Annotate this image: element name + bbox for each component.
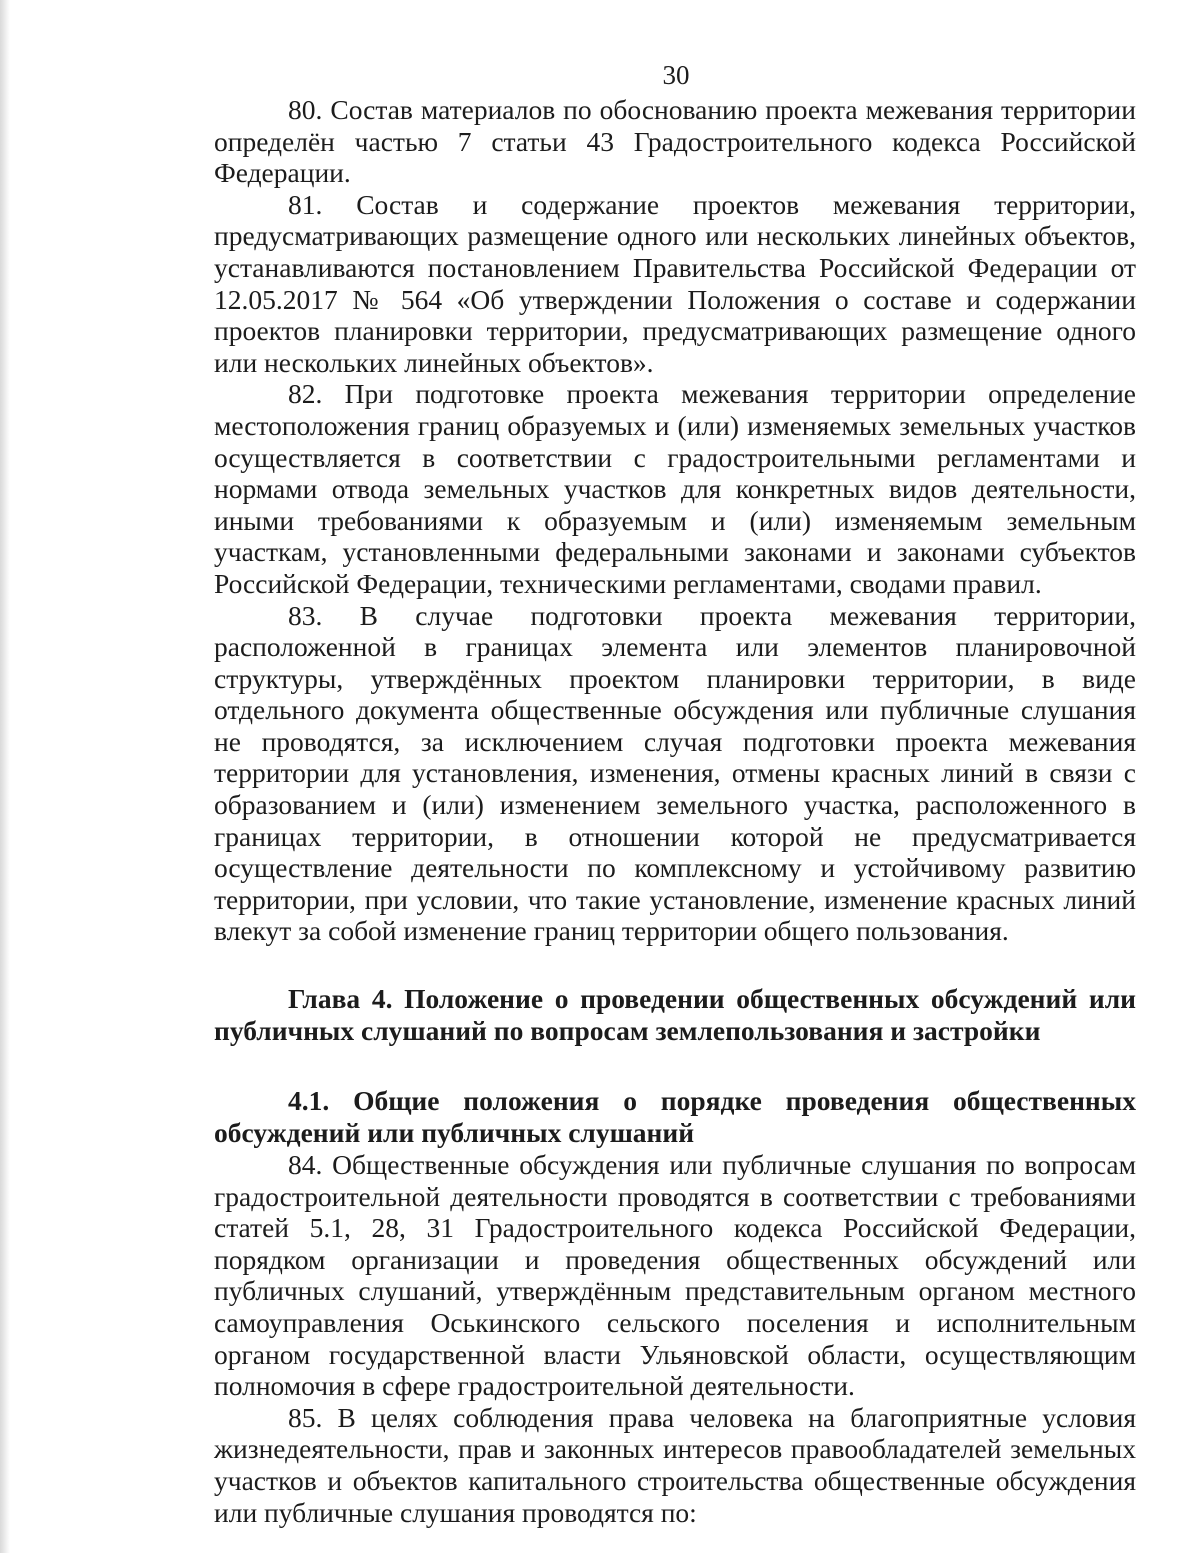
paragraph-83: 83. В случае подготовки проекта межевания территории, расположенной в границах элемента или элементов планировочной структуры, утверждённых проектом планировки территории, в виде отдельного документа общественные обсуждения или публичные слушания не проводятся, за исключением случая подготовки проекта межевания территории для установления, изменения, отмены красных линий в связи с образованием и (или) изменением земельного участка, расположенного в границах территории, в отношении которой не предусматривается осуществление деятельности по комплексному и устойчивому развитию территории, при условии, что такие установление, изменение красных линий влекут за собой изменение границ территории общего пользования. bbox=[214, 599, 1136, 947]
scan-edge-shadow bbox=[0, 0, 10, 1553]
chapter-heading: Глава 4. Положение о проведении общественных обсуждений или публичных слушаний по вопросам землепользования и застройки bbox=[214, 983, 1136, 1047]
document-page bbox=[214, 58, 1136, 1528]
paragraph-82: 82. При подготовке проекта межевания территории определение местоположения границ образуемых и (или) изменяемых земельных участков осуществляется в соответствии с градостроительными регламентами и нормами отвода земельных участков для конкретных видов деятельности, иными требованиями к образуемым и (или) изменяемым земельным участкам, установленными федеральными законами и законами субъектов Российской Федерации, техническими регламентами, сводами правил. bbox=[214, 378, 1136, 599]
section-heading: 4.1. Общие положения о порядке проведения общественных обсуждений или публичных слушаний bbox=[214, 1085, 1136, 1149]
paragraph-84: 84. Общественные обсуждения или публичные слушания по вопросам градостроительной деятельности проводятся в соответствии с требованиями статей 5.1, 28, 31 Градостроительного кодекса Российской Федерации, порядком организации и проведения общественных обсуждений или публичных слушаний, утверждённым представительным органом местного самоуправления Оськинского сельского поселения и исполнительным органом государственной власти Ульяновской области, осуществляющим полномочия в сфере градостроительной деятельности. bbox=[214, 1149, 1136, 1402]
paragraph-80: 80. Состав материалов по обоснованию проекта межевания территории определён частью 7 статьи 43 Градостроительного кодекса Российской Федерации. bbox=[214, 94, 1136, 189]
paragraph-85: 85. В целях соблюдения права человека на благоприятные условия жизнедеятельности, прав и законных интересов правообладателей земельных участков и объектов капитального строительства общественные обсуждения или публичные слушания проводятся по: bbox=[214, 1401, 1136, 1528]
page-number: 30 bbox=[662, 60, 690, 90]
paragraph-81: 81. Состав и содержание проектов межевания территории, предусматривающих размещение одного или нескольких линейных объектов, устанавливаются постановлением Правительства Российской Федерации от 12.05.2017 № 564 «Об утверждении Положения о составе и содержании проектов планировки территории, предусматривающих размещение одного или нескольких линейных объектов». bbox=[214, 188, 1136, 378]
